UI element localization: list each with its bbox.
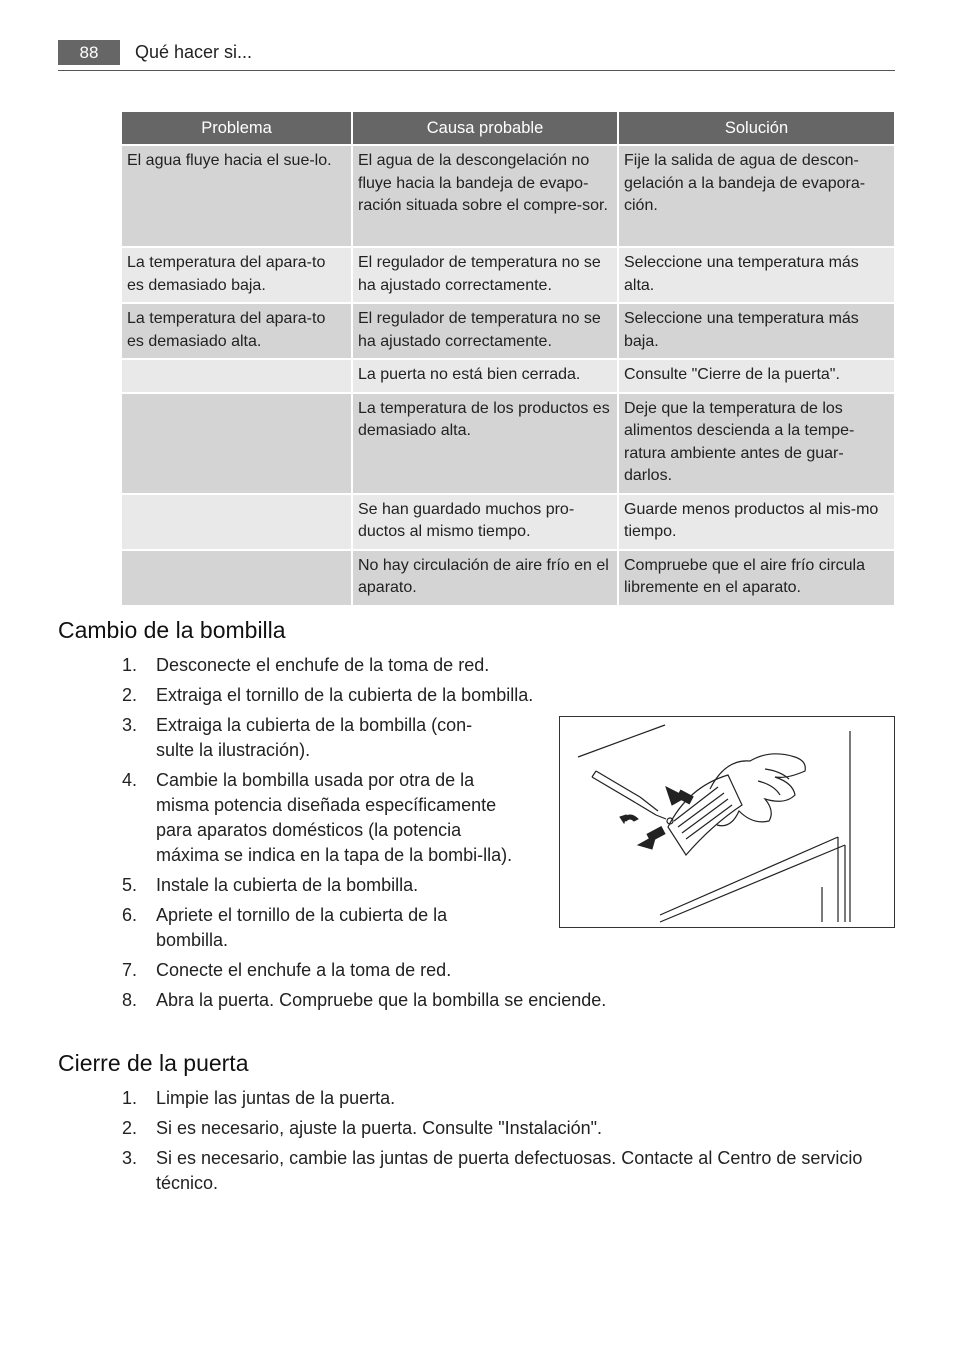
step-text: Abra la puerta. Compruebe que la bombilla se enciende. [156, 990, 607, 1010]
problem-cell [122, 551, 351, 605]
step-text: Limpie las juntas de la puerta. [156, 1088, 396, 1108]
list-item [58, 1146, 895, 1196]
cause-cell: El regulador de temperatura no se ha ajustado correctamente. [353, 248, 617, 302]
step-text: Cambie la bombilla usada por otra de la misma potencia diseñada específicamente para aparatos domésticos (la potencia máxima se indica en la tapa de la bombi-lla). [156, 770, 513, 865]
page-number: 88 [58, 40, 120, 65]
table-row [122, 146, 894, 246]
table-row [122, 551, 894, 605]
cause-cell: El agua de la descongelación no fluye hacia la bandeja de evapo-ración situada sobre el compre-sor. [353, 146, 617, 246]
header-divider [58, 70, 895, 71]
table-row [122, 495, 894, 549]
step-number: 1. [122, 1088, 138, 1108]
solution-cell: Seleccione una temperatura más alta. [619, 248, 894, 302]
step-number: 2. [122, 685, 138, 705]
list-item [58, 958, 895, 983]
step-text: Extraiga el tornillo de la cubierta de la bombilla. [156, 685, 534, 705]
table-row [122, 360, 894, 392]
solution-cell: Fije la salida de agua de descon-gelación a la bandeja de evapora-ción. [619, 146, 894, 246]
step-number: 2. [122, 1118, 138, 1138]
step-text: Si es necesario, cambie las juntas de puerta defectuosas. Contacte al Centro de servicio técnico. [156, 1148, 863, 1193]
problem-cell [122, 394, 351, 493]
step-number: 7. [122, 960, 138, 980]
table-row [122, 394, 894, 493]
solution-cell: Deje que la temperatura de los alimentos descienda a la tempe-ratura ambiente antes de guar-darlos. [619, 394, 894, 493]
column-header-solution: Solución [619, 112, 894, 144]
problem-cell [122, 360, 351, 392]
list-item [58, 653, 895, 678]
list-item [58, 873, 516, 898]
door-section-heading: Cierre de la puerta [58, 1050, 249, 1076]
problem-cell [122, 495, 351, 549]
bulb-cover-illustration [559, 716, 895, 928]
list-item [58, 683, 895, 708]
section-header-title: Qué hacer si... [135, 42, 253, 62]
cause-cell: El regulador de temperatura no se ha ajustado correctamente. [353, 304, 617, 358]
step-text: Conecte el enchufe a la toma de red. [156, 960, 452, 980]
list-item [58, 1116, 895, 1141]
list-item [58, 1086, 895, 1111]
list-item [58, 713, 498, 763]
problem-cell: La temperatura del apara-to es demasiado baja. [122, 248, 351, 302]
step-number: 4. [122, 770, 138, 790]
step-text: Si es necesario, ajuste la puerta. Consulte "Instalación". [156, 1118, 603, 1138]
problem-cell: El agua fluye hacia el sue-lo. [122, 146, 351, 246]
step-number: 6. [122, 905, 138, 925]
bulb-section-heading: Cambio de la bombilla [58, 617, 286, 643]
step-text: Desconecte el enchufe de la toma de red. [156, 655, 490, 675]
step-number: 5. [122, 875, 138, 895]
cause-cell: La puerta no está bien cerrada. [353, 360, 617, 392]
list-item [58, 768, 516, 868]
door-steps-list [58, 1086, 895, 1201]
step-text: Instale la cubierta de la bombilla. [156, 875, 419, 895]
problem-cell: La temperatura del apara-to es demasiado alta. [122, 304, 351, 358]
troubleshooting-table [120, 110, 896, 607]
table-row [122, 248, 894, 302]
solution-cell: Guarde menos productos al mis-mo tiempo. [619, 495, 894, 549]
step-text: Apriete el tornillo de la cubierta de la bombilla. [156, 905, 448, 950]
list-item [58, 988, 895, 1013]
step-number: 3. [122, 715, 138, 735]
cause-cell: No hay circulación de aire frío en el aparato. [353, 551, 617, 605]
solution-cell: Compruebe que el aire frío circula libremente en el aparato. [619, 551, 894, 605]
step-number: 3. [122, 1148, 138, 1168]
bulb-cover-drawing [560, 717, 894, 927]
column-header-cause: Causa probable [353, 112, 617, 144]
table-header-row [122, 112, 894, 144]
step-text: Extraiga la cubierta de la bombilla (con-sulte la ilustración). [156, 715, 473, 760]
list-item [58, 903, 498, 953]
table-row [122, 304, 894, 358]
cause-cell: La temperatura de los productos es demasiado alta. [353, 394, 617, 493]
solution-cell: Consulte "Cierre de la puerta". [619, 360, 894, 392]
cause-cell: Se han guardado muchos pro-ductos al mismo tiempo. [353, 495, 617, 549]
column-header-problem: Problema [122, 112, 351, 144]
solution-cell: Seleccione una temperatura más baja. [619, 304, 894, 358]
step-number: 8. [122, 990, 138, 1010]
step-number: 1. [122, 655, 138, 675]
